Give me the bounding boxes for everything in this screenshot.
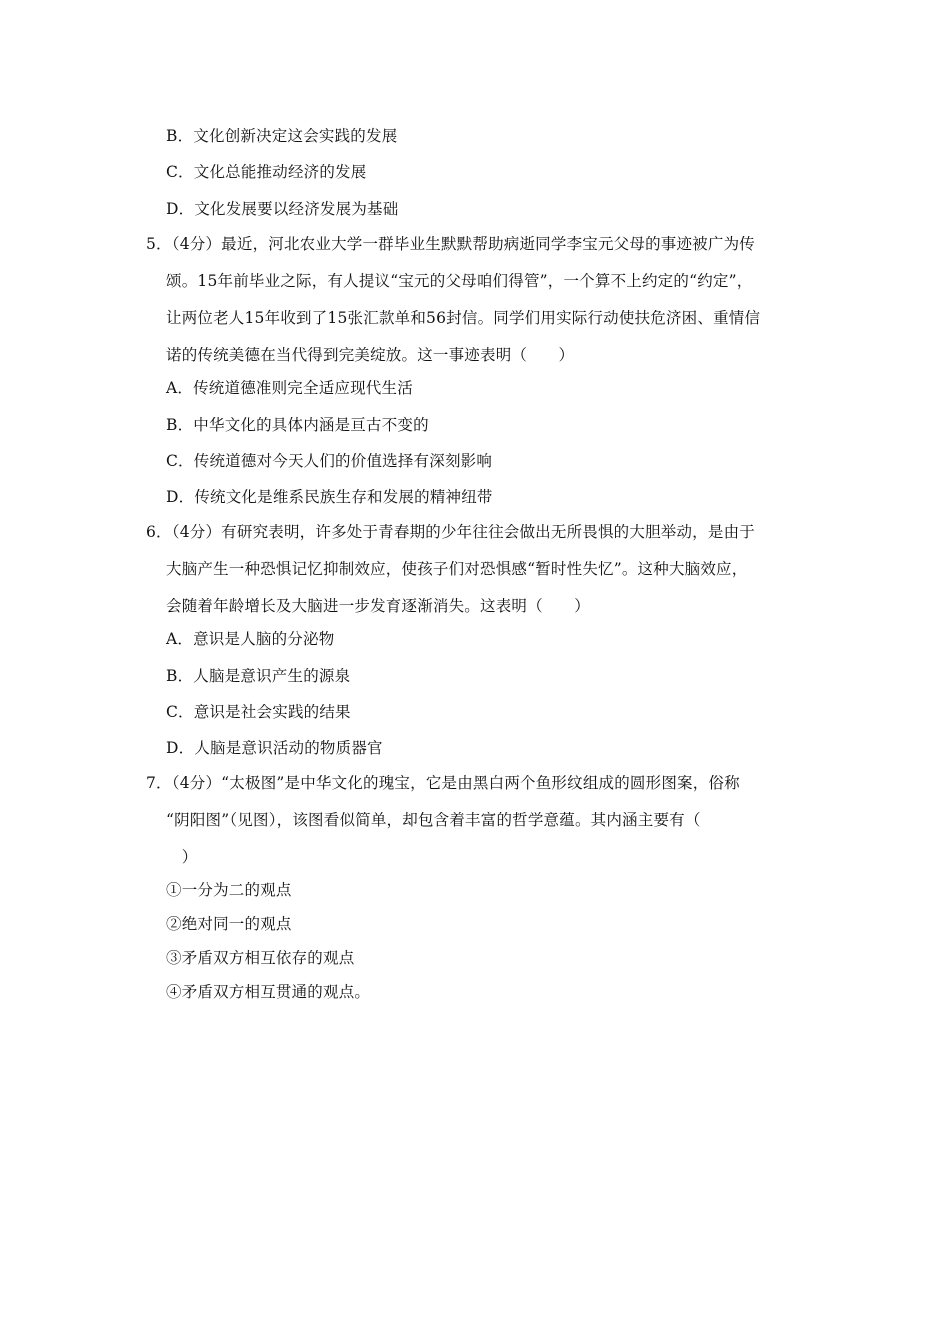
question-5-line-2: 颂。15年前毕业之际，有人提议“宝元的父母咱们得管”，一个算不上约定的“约定”， bbox=[166, 272, 753, 290]
question-6-option-d: D．人脑是意识活动的物质器官 bbox=[166, 739, 383, 757]
question-7-statement-4: ④矛盾双方相互贯通的观点。 bbox=[166, 983, 371, 1001]
question-6-option-b: B．人脑是意识产生的源泉 bbox=[166, 667, 351, 685]
question-7-line-1: 7．（4分）“太极图”是中华文化的瑰宝，它是由黑白两个鱼形纹组成的圆形图案，俗称 bbox=[146, 774, 740, 792]
question-7-statement-2: ②绝对同一的观点 bbox=[166, 915, 292, 933]
option-d-prev: D．文化发展要以经济发展为基础 bbox=[166, 200, 399, 218]
question-5-option-d: D．传统文化是维系民族生存和发展的精神纽带 bbox=[166, 488, 493, 506]
question-7-statement-1: ①一分为二的观点 bbox=[166, 881, 292, 899]
option-c-prev: C．文化总能推动经济的发展 bbox=[166, 163, 367, 181]
question-7-line-3: ） bbox=[166, 848, 198, 866]
question-6-option-c: C．意识是社会实践的结果 bbox=[166, 703, 351, 721]
question-5-line-4: 诺的传统美德在当代得到完美绽放。这一事迹表明（ ） bbox=[166, 346, 575, 364]
question-5-option-b: B．中华文化的具体内涵是亘古不变的 bbox=[166, 416, 429, 434]
question-5-line-1: 5．（4分）最近，河北农业大学一群毕业生默默帮助病逝同学李宝元父母的事迹被广为传 bbox=[146, 235, 755, 253]
question-6-option-a: A．意识是人脑的分泌物 bbox=[166, 630, 335, 648]
option-b-prev: B．文化创新决定这会实践的发展 bbox=[166, 127, 398, 145]
question-5-option-a: A．传统道德准则完全适应现代生活 bbox=[166, 379, 413, 397]
question-6-line-3: 会随着年龄增长及大脑进一步发育逐渐消失。这表明（ ） bbox=[166, 597, 590, 615]
question-6-line-1: 6．（4分）有研究表明，许多处于青春期的少年往往会做出无所畏惧的大胆举动，是由于 bbox=[146, 523, 755, 541]
question-7-statement-3: ③矛盾双方相互依存的观点 bbox=[166, 949, 355, 967]
question-5-option-c: C．传统道德对今天人们的价值选择有深刻影响 bbox=[166, 452, 493, 470]
question-5-line-3: 让两位老人15年收到了15张汇款单和56封信。同学们用实际行动使扶危济困、重情信 bbox=[166, 309, 761, 327]
question-6-line-2: 大脑产生一种恐惧记忆抑制效应，使孩子们对恐惧感“暂时性失忆”。这种大脑效应， bbox=[166, 560, 748, 578]
question-7-line-2: “阴阳图”（见图），该图看似简单，却包含着丰富的哲学意蕴。其内涵主要有（ bbox=[166, 811, 701, 829]
